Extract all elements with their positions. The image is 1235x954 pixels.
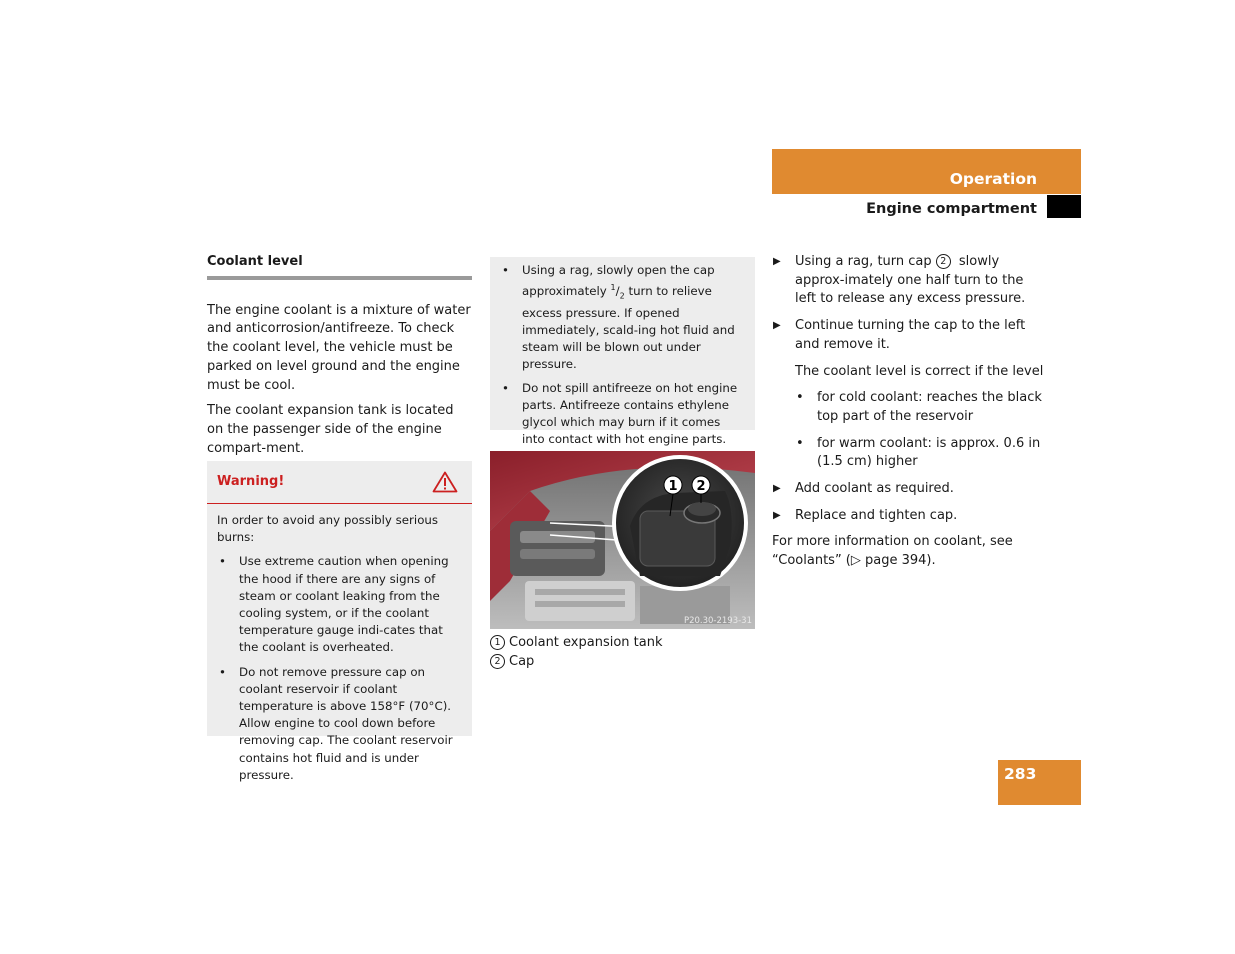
photo-label-2: 2 — [696, 479, 706, 494]
step-item: ▶ Continue turning the cap to the left and remove it. — [773, 318, 1026, 352]
engine-illustration — [490, 451, 755, 629]
intro-paragraph: The engine coolant is a mixture of water and anticorrosion/antifreeze. To check the coolant level, the vehicle must be parked on level ground and the engine must be cool. — [207, 302, 471, 393]
engine-photo — [490, 451, 755, 629]
caption-item: 2 Cap — [490, 653, 663, 672]
step-item: ▶ Add coolant as required. — [772, 480, 1047, 499]
photo-code: P20.30-2193-31 — [683, 616, 752, 626]
column-1 — [207, 253, 472, 458]
arrow-right-icon: ▶ — [773, 256, 781, 267]
photo-label-1: 1 — [668, 479, 678, 494]
warning-intro: In order to avoid any possibly serious burns: — [217, 513, 439, 545]
arrow-right-icon: ▶ — [773, 509, 781, 521]
caution-bullet: • Using a rag, slowly open the cap approximately $^1/_2$ turn to relieve excess pressure. If opened immediately, scald-ing hot fluid and steam will be blown out under pressure. — [502, 263, 735, 372]
warning-body — [207, 504, 472, 784]
arrow-right-icon: ▶ — [773, 483, 781, 495]
location-paragraph: The coolant expansion tank is located on the passenger side of the engine compart-ment. — [207, 403, 454, 456]
level-bullet: • for warm coolant: is approx. 0.6 in (1.5 cm) higher — [796, 435, 1041, 470]
caution-bullet: • Do not spill antifreeze on hot engine parts. Antifreeze contains ethylene glycol which may burn if it comes into contact with hot engine parts. — [502, 380, 738, 447]
header-marker — [1047, 195, 1081, 218]
subsection-title: Engine compartment — [866, 201, 1037, 217]
column-3 — [772, 253, 1047, 571]
level-intro: The coolant level is correct if the level — [795, 363, 1044, 379]
more-info-paragraph: For more information on coolant, see “Coolants” (▷ page 394). — [772, 534, 1013, 569]
warning-box — [207, 461, 472, 782]
section-title: Operation — [949, 170, 1037, 188]
step-item: ▶ Using a rag, turn cap 2 slowly approx-imately one half turn to the left to release any excess pressure. — [773, 254, 1026, 307]
arrow-right-icon: ▶ — [773, 320, 781, 332]
page-number: 283 — [1004, 765, 1037, 783]
caption-item: 1 Coolant expansion tank — [490, 634, 663, 653]
heading-coolant-level: Coolant level — [207, 253, 472, 280]
warning-bullet: • Do not remove pressure cap on coolant reservoir if coolant temperature is above 158°F (70°C). Allow engine to cool down before removing cap. The coolant reservoir contains hot fluid and is under pressure. — [219, 664, 453, 782]
photo-captions — [490, 634, 663, 671]
level-bullet: • for cold coolant: reaches the black top part of the reservoir — [796, 390, 1042, 424]
warning-title: Warning! — [217, 474, 285, 489]
step-item: ▶ Replace and tighten cap. — [772, 507, 1047, 526]
warning-triangle-icon — [432, 471, 458, 493]
caution-box — [490, 257, 755, 447]
warning-bullet: • Use extreme caution when opening the hood if there are any signs of steam or coolant leaking from the cooling system, or if the coolant temperature gauge indi-cates that the coolant is overheated. — [219, 554, 449, 655]
warning-header — [207, 461, 472, 504]
